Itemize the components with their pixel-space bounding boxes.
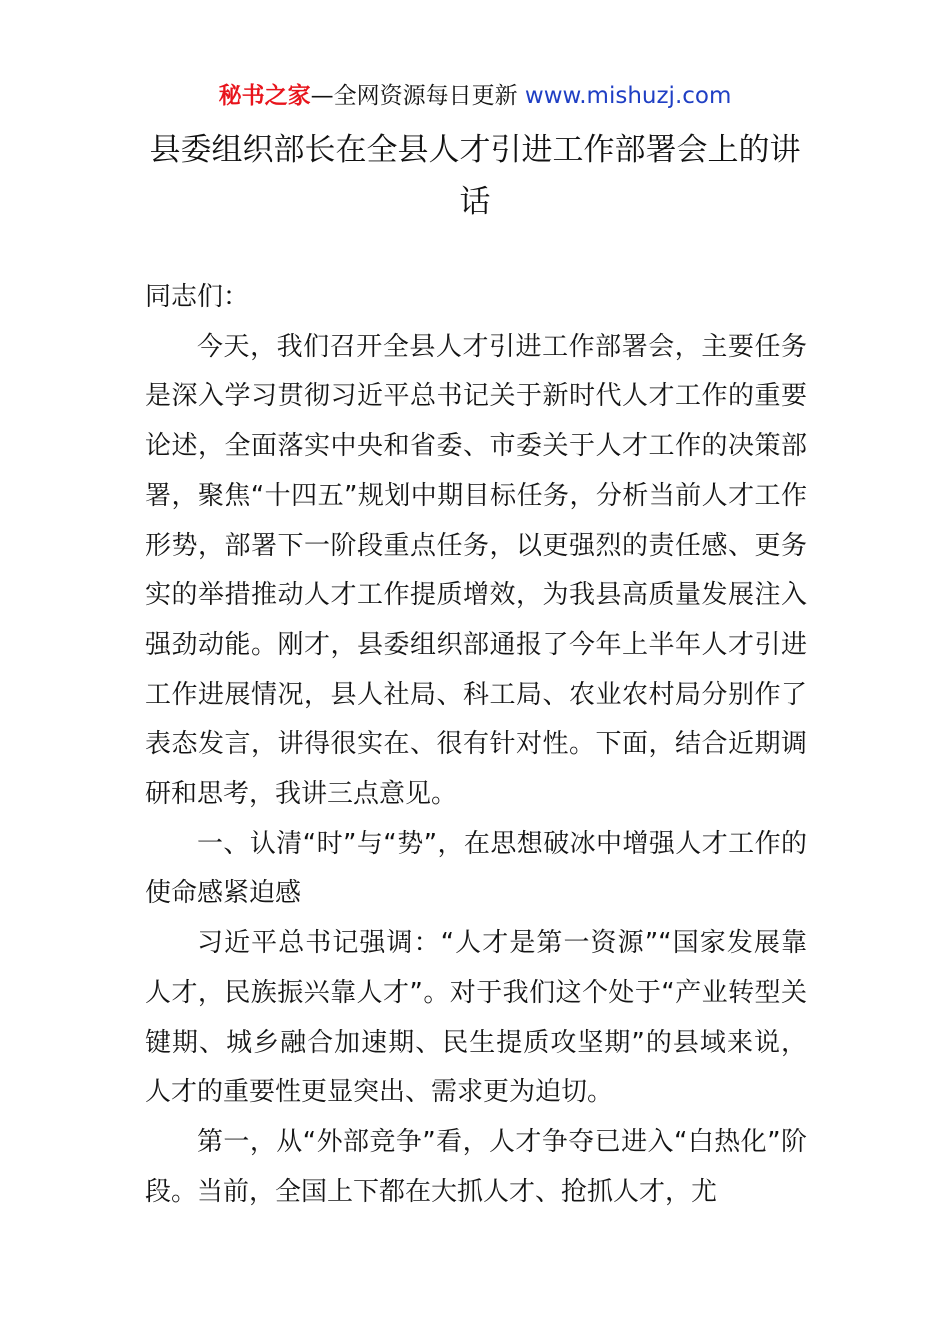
document-title: 县委组织部长在全县人才引进工作部署会上的讲话: [149, 132, 801, 220]
salutation: 同志们：: [145, 282, 250, 312]
paragraph-intro: 今天，我们召开全县人才引进工作部署会，主要任务是深入学习贯彻习近平总书记关于新时代人才工作的重要论述，全面落实中央和省委、市委关于人才工作的决策部署，聚焦“十四五”规划中期目标任务，分析当前人才工作形势，部署下一阶段重点任务，以更强烈的责任感、更务实的举措推动人才工作提质增效，为我县高质量发展注入强劲动能。刚才，县委组织部通报了今年上半年人才引进工作进展情况，县人社局、科工局、农业农村局分别作了表态发言，讲得很实在、很有针对性。下面，结合近期调研和思考，我讲三点意见。: [145, 331, 807, 810]
site-tagline: —全网资源每日更新: [310, 83, 518, 109]
document-body: [145, 273, 807, 1217]
site-brand: 秘书之家: [218, 83, 311, 109]
site-header: [0, 80, 950, 112]
paragraph-first-point: 第一，从“外部竞争”看，人才争夺已进入“白热化”阶段。当前，全国上下都在大抓人才、抢抓人才，尤: [145, 1126, 807, 1207]
site-url-link[interactable]: www.mishuzj.com: [524, 83, 732, 109]
section-heading-1: 一、认清“时”与“势”，在思想破冰中增强人才工作的使命感紧迫感: [145, 828, 807, 909]
paragraph-quote: 习近平总书记强调：“人才是第一资源”“国家发展靠人才，民族振兴靠人才”。对于我们这个处于“产业转型关键期、城乡融合加速期、民生提质攻坚期”的县域来说，人才的重要性更显突出、需求更为迫切。: [145, 928, 807, 1108]
